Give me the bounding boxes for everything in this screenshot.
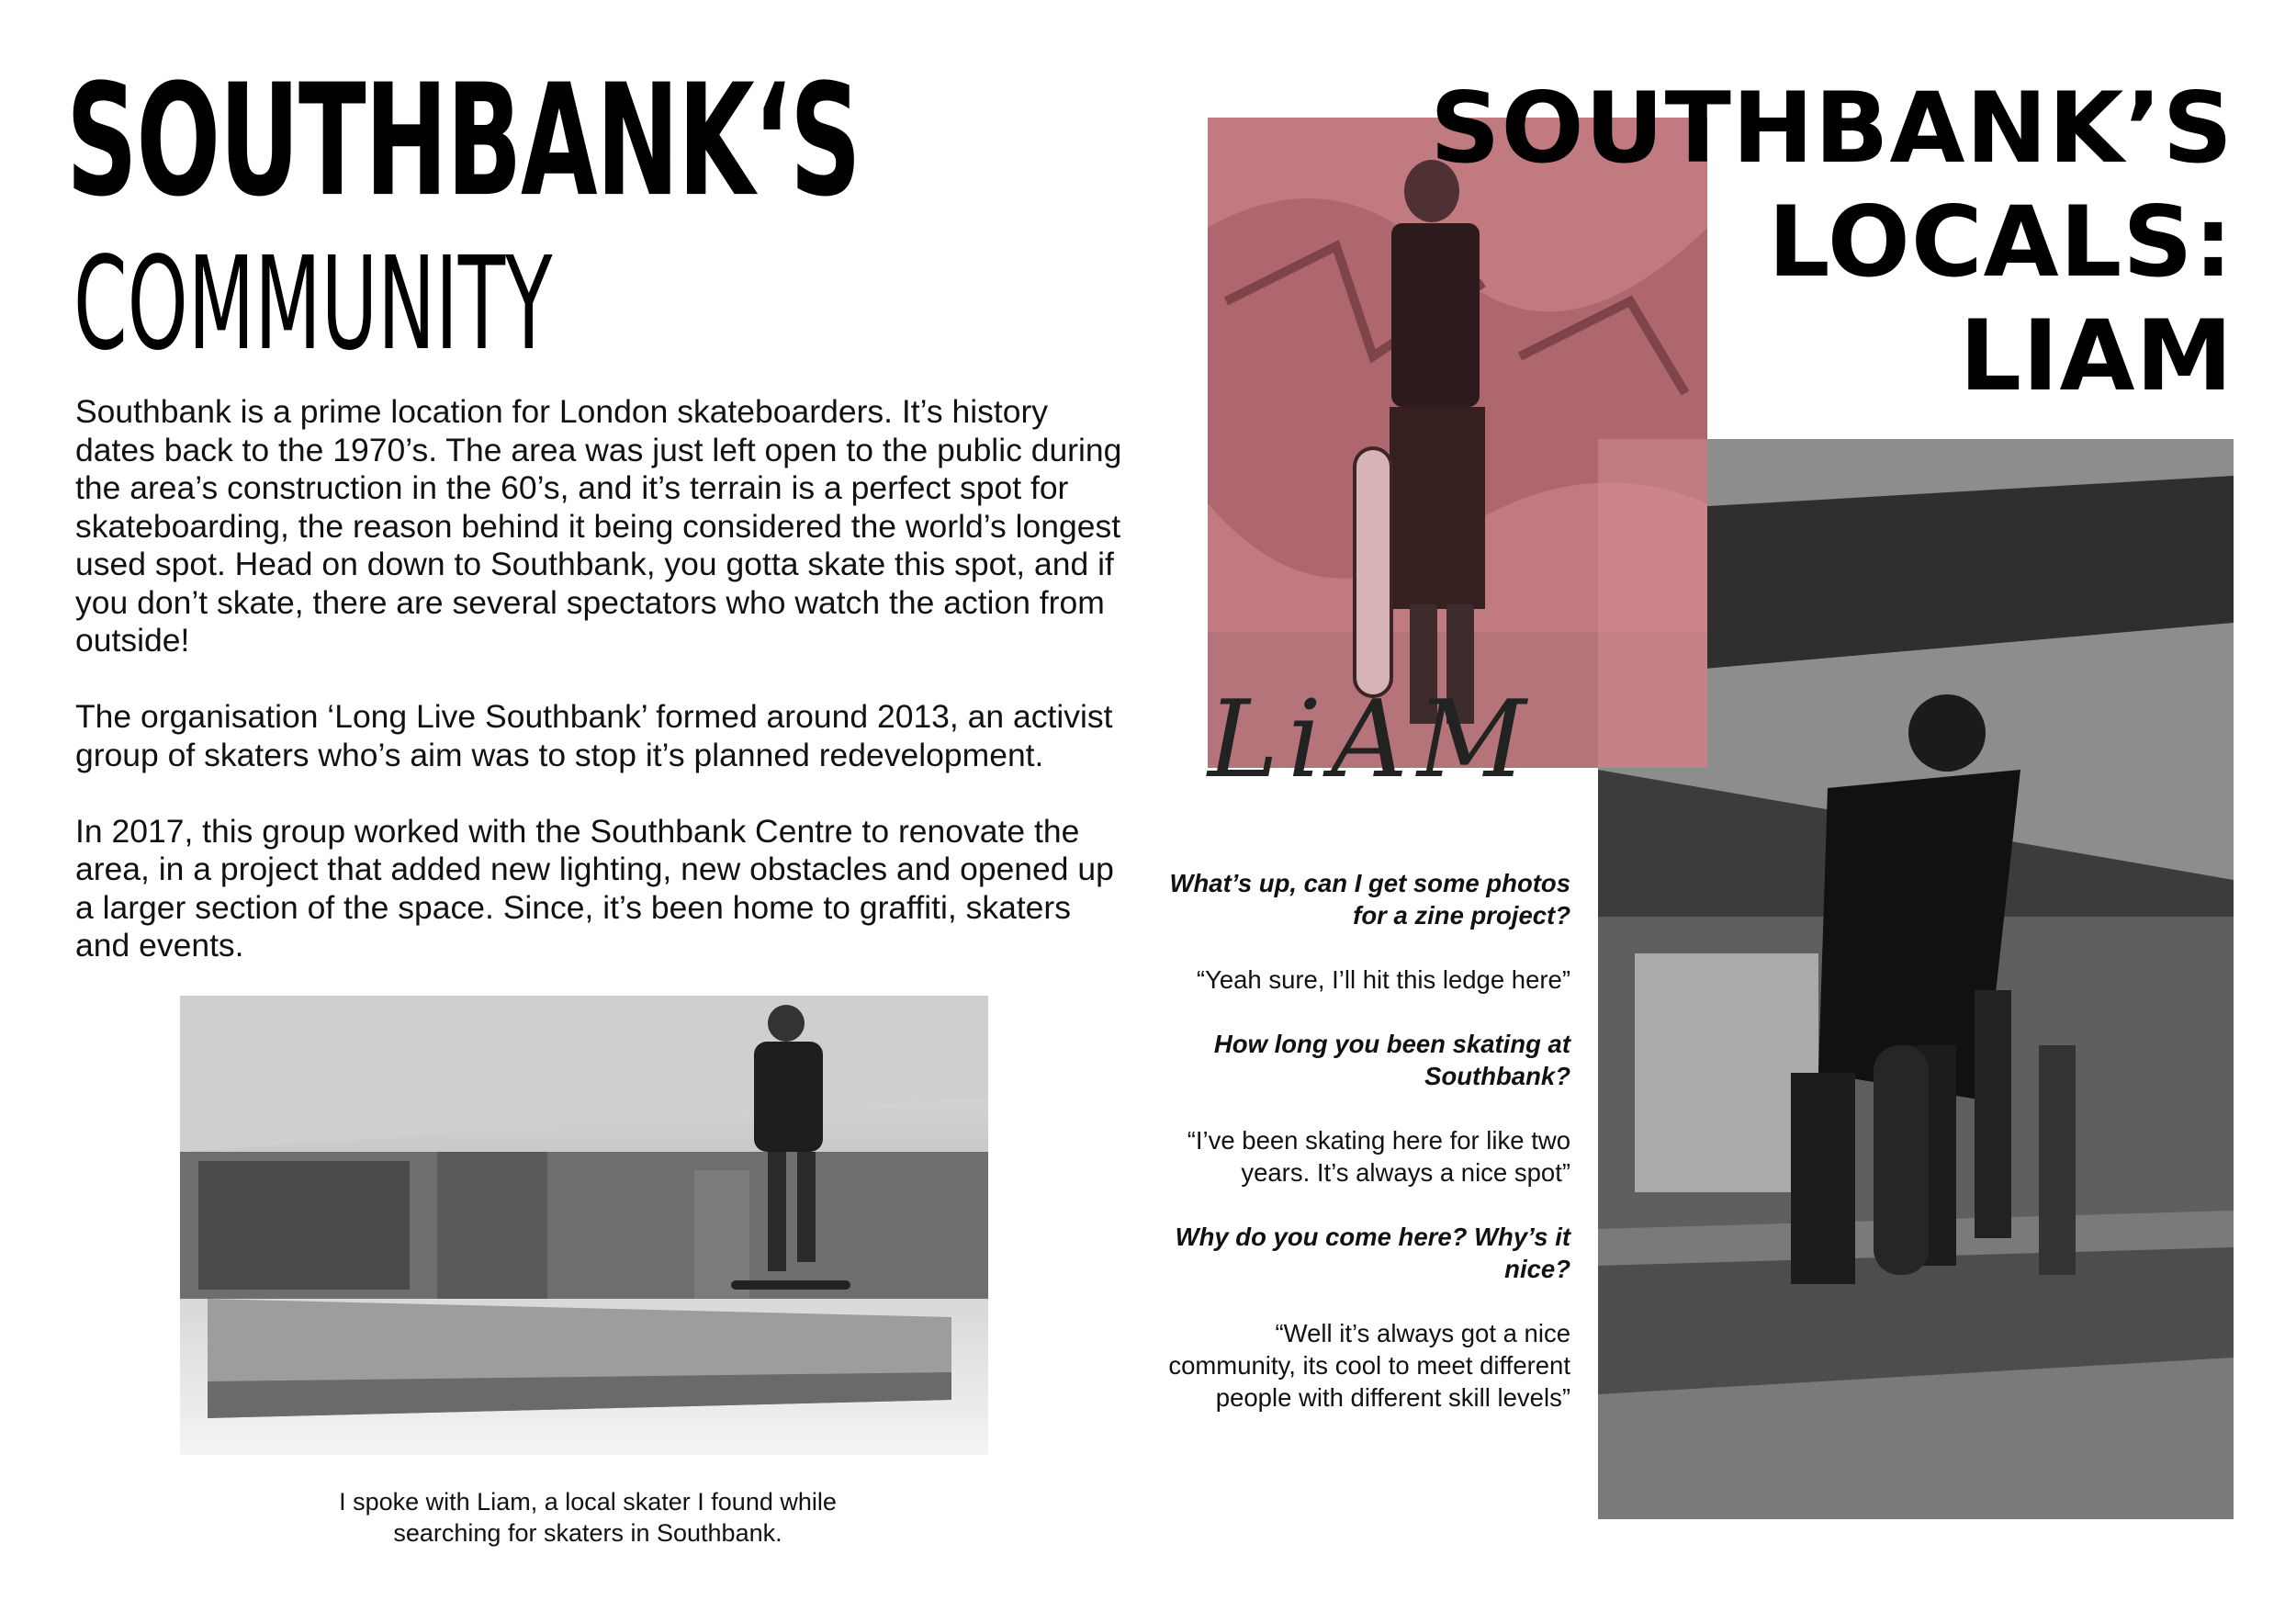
interview-block: [1166, 867, 1570, 1446]
left-page-subtitle: COMMUNITY: [73, 230, 553, 379]
article-paragraph: The organisation ‘Long Live Southbank’ formed around 2013, an activist group of skaters who’s aim was to stop it’s planned redevelopment.: [75, 698, 1113, 773]
left-page-title: SOUTHBANK‘S: [66, 51, 861, 231]
liam-signature: LiAM: [1208, 678, 1536, 802]
skatepark-photo-illustration: [180, 996, 988, 1455]
interview-question: What’s up, can I get some photos for a zine project?: [1169, 869, 1570, 930]
article-paragraph: Southbank is a prime location for London skateboarders. It’s history dates back to the 1970’s. The area was just left open to the public during the area’s construction in the 60’s, and it’s terrain is a perfect spot for skateboarding, the reason behind it being considered the world’s longest used spot. Head on down to Southbank, you gotta skate this spot, and if you don’t skate, there are several spectators who watch the action from outside!: [75, 393, 1122, 659]
right-title-line: LIAM: [1959, 299, 2234, 412]
interview-answer: “Well it’s always got a nice community, its cool to meet different people with different skill levels”: [1168, 1319, 1570, 1412]
right-title-line: SOUTHBANK’S: [1430, 72, 2234, 185]
article-paragraph: In 2017, this group worked with the Southbank Centre to renovate the area, in a project that added new lighting, new obstacles and opened up a larger section of the space. Since, it’s been home to graffiti, skaters and events.: [75, 812, 1114, 964]
skater-ledge-photo: [180, 996, 988, 1455]
interview-question: How long you been skating at Southbank?: [1213, 1030, 1570, 1090]
article-body: [75, 393, 1122, 1003]
interview-answer: “Yeah sure, I’ll hit this ledge here”: [1196, 965, 1570, 994]
photo-caption: I spoke with Liam, a local skater I found while searching for skaters in Southbank.: [339, 1488, 837, 1547]
interview-question: Why do you come here? Why’s it nice?: [1175, 1223, 1570, 1283]
pink-overlay-extension: [1598, 439, 1707, 768]
right-title-line: LOCALS:: [1768, 186, 2234, 299]
right-page-title: [1315, 72, 2234, 413]
interview-answer: “I’ve been skating here for like two years. It’s always a nice spot”: [1187, 1126, 1570, 1187]
